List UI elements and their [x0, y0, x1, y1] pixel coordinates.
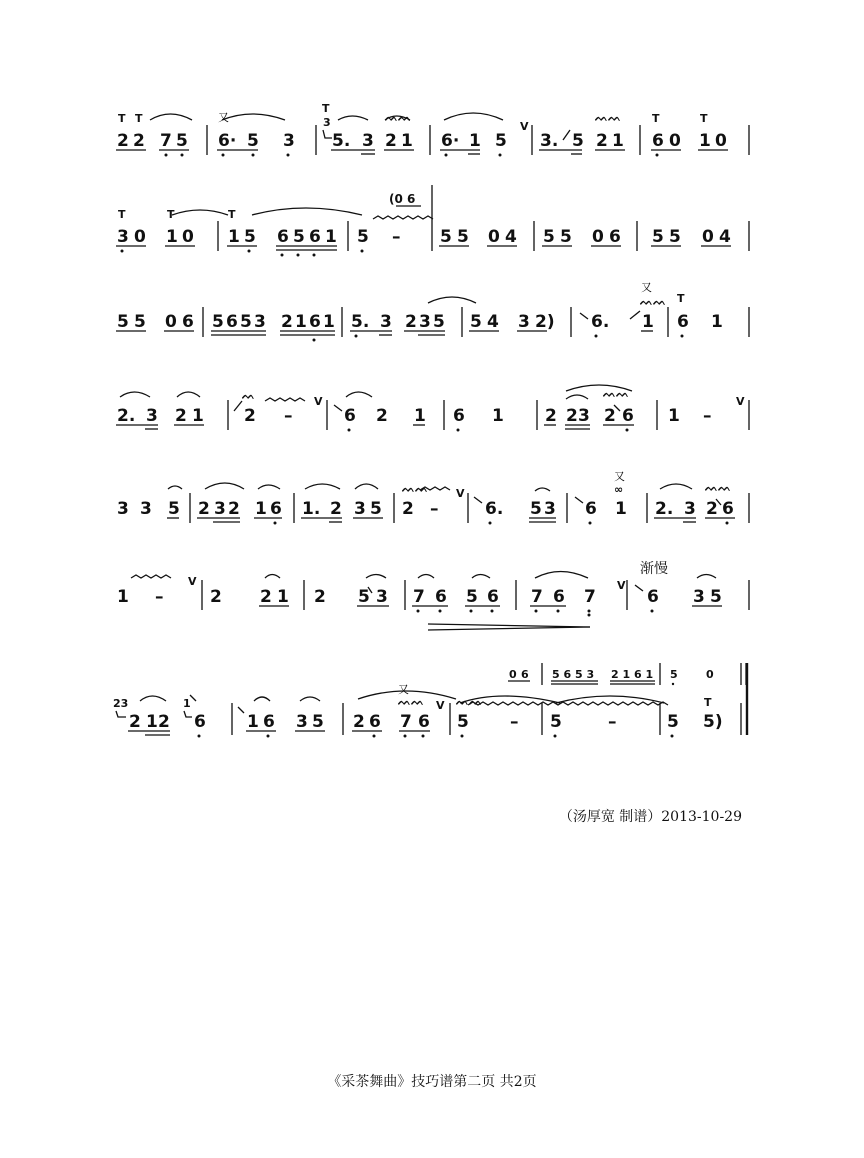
notation-line-3 — [0, 281, 864, 365]
svg-text:又: 又 — [398, 683, 409, 696]
svg-text:V: V — [314, 395, 323, 408]
svg-text:1: 1 — [247, 712, 259, 732]
svg-text:7: 7 — [400, 712, 412, 732]
svg-text:0: 0 — [509, 668, 517, 681]
svg-text:5: 5 — [652, 227, 664, 247]
svg-text:1: 1 — [325, 227, 337, 247]
svg-text:5: 5 — [168, 499, 180, 519]
notation-line-1 — [0, 100, 864, 180]
notation-line-6 — [0, 555, 864, 635]
svg-text:5: 5 — [176, 131, 188, 151]
svg-text:–: – — [510, 712, 519, 732]
svg-text:6: 6 — [585, 499, 597, 519]
svg-text:2: 2 — [596, 131, 608, 151]
svg-text:6·: 6· — [441, 131, 460, 151]
score-line-7 — [0, 655, 864, 735]
svg-text:5: 5 — [358, 587, 370, 607]
svg-text:6: 6 — [453, 406, 465, 426]
svg-text:ᨓ: ᨓ — [242, 389, 256, 402]
svg-text:5: 5 — [457, 227, 469, 247]
svg-text:–: – — [284, 406, 293, 426]
svg-text:3: 3 — [376, 587, 388, 607]
svg-text:2: 2 — [330, 499, 342, 519]
svg-text:–: – — [155, 587, 164, 607]
svg-text:0: 0 — [165, 312, 177, 332]
svg-text:2: 2 — [706, 499, 718, 519]
svg-text:5: 5 — [670, 668, 678, 681]
svg-text:6: 6 — [344, 406, 356, 426]
svg-text:3: 3 — [146, 406, 158, 426]
svg-text:–: – — [392, 227, 401, 247]
svg-text:6: 6 — [647, 587, 659, 607]
svg-text:1: 1 — [414, 406, 426, 426]
svg-text:5: 5 — [667, 712, 679, 732]
svg-text:2: 2 — [545, 406, 557, 426]
svg-text:5: 5 — [710, 587, 722, 607]
svg-text:7: 7 — [584, 587, 596, 607]
svg-text:5: 5 — [244, 227, 256, 247]
svg-text:0: 0 — [702, 227, 714, 247]
svg-text:6: 6 — [622, 406, 634, 426]
svg-text:1: 1 — [117, 587, 129, 607]
svg-text:V: V — [736, 395, 745, 408]
svg-text:6: 6 — [553, 587, 565, 607]
svg-text:7: 7 — [160, 131, 172, 151]
notation-line-7 — [0, 655, 864, 735]
svg-text:6: 6 — [309, 227, 321, 247]
svg-text:V: V — [520, 120, 529, 133]
svg-text:6.: 6. — [485, 499, 504, 519]
svg-text:5: 5 — [669, 227, 681, 247]
svg-text:又: 又 — [218, 111, 229, 124]
svg-text:5: 5 — [212, 312, 224, 332]
score-line-3 — [0, 281, 864, 365]
svg-text:(0 6: (0 6 — [389, 192, 416, 206]
svg-text:V: V — [188, 575, 197, 588]
svg-text:2: 2 — [405, 312, 417, 332]
svg-text:–: – — [703, 406, 712, 426]
svg-text:5.: 5. — [351, 312, 370, 332]
svg-text:1: 1 — [277, 587, 289, 607]
svg-text:5: 5 — [440, 227, 452, 247]
svg-text:5: 5 — [530, 499, 542, 519]
svg-text:3: 3 — [684, 499, 696, 519]
svg-text:6: 6 — [277, 227, 289, 247]
svg-text:2: 2 — [129, 712, 141, 732]
svg-text:2: 2 — [353, 712, 365, 732]
svg-text:1: 1 — [166, 227, 178, 247]
svg-text:2: 2 — [117, 131, 129, 151]
svg-text:2: 2 — [376, 406, 388, 426]
svg-text:3: 3 — [117, 499, 129, 519]
svg-text:5: 5 — [560, 227, 572, 247]
svg-text:1: 1 — [642, 312, 654, 332]
score-line-6 — [0, 555, 864, 635]
svg-text:2: 2 — [402, 499, 414, 519]
svg-text:3: 3 — [380, 312, 392, 332]
svg-text:1: 1 — [612, 131, 624, 151]
svg-text:0: 0 — [669, 131, 681, 151]
svg-text:6: 6 — [226, 312, 238, 332]
svg-text:6: 6 — [487, 587, 499, 607]
svg-text:5: 5 — [433, 312, 445, 332]
svg-text:5: 5 — [470, 312, 482, 332]
svg-text:6: 6 — [722, 499, 734, 519]
svg-text:23: 23 — [113, 697, 129, 710]
svg-text:7: 7 — [413, 587, 425, 607]
svg-text:1: 1 — [492, 406, 504, 426]
svg-text:∞: ∞ — [614, 483, 624, 496]
svg-text:ᨓᨓ: ᨓᨓ — [595, 111, 622, 124]
svg-text:6: 6 — [609, 227, 621, 247]
svg-text:3: 3 — [578, 406, 590, 426]
svg-text:6: 6 — [521, 668, 529, 681]
svg-text:2: 2 — [228, 499, 240, 519]
svg-text:1: 1 — [255, 499, 267, 519]
svg-text:3: 3 — [296, 712, 308, 732]
svg-text:2 1 6 1: 2 1 6 1 — [611, 668, 654, 681]
svg-text:1: 1 — [469, 131, 481, 151]
svg-text:T: T — [322, 102, 330, 115]
svg-text:4: 4 — [487, 312, 499, 332]
svg-text:0: 0 — [182, 227, 194, 247]
svg-text:3: 3 — [140, 499, 152, 519]
svg-text:2: 2 — [198, 499, 210, 519]
svg-text:7: 7 — [531, 587, 543, 607]
svg-text:5 6 5 3: 5 6 5 3 — [552, 668, 595, 681]
svg-text:2: 2 — [175, 406, 187, 426]
svg-text:5): 5) — [703, 712, 723, 732]
svg-text:1.: 1. — [302, 499, 321, 519]
svg-text:又: 又 — [614, 470, 625, 483]
svg-text:3: 3 — [283, 131, 295, 151]
svg-text:3: 3 — [419, 312, 431, 332]
svg-text:6: 6 — [418, 712, 430, 732]
svg-text:6: 6 — [263, 712, 275, 732]
svg-text:2: 2 — [604, 406, 616, 426]
svg-text:2: 2 — [244, 406, 256, 426]
svg-text:6: 6 — [270, 499, 282, 519]
svg-text:5: 5 — [293, 227, 305, 247]
svg-text:T: T — [135, 112, 143, 125]
svg-text:2: 2 — [133, 131, 145, 151]
svg-text:6: 6 — [369, 712, 381, 732]
svg-text:3: 3 — [214, 499, 226, 519]
svg-text:又: 又 — [641, 281, 652, 294]
svg-text:2): 2) — [535, 312, 555, 332]
svg-text:6·: 6· — [218, 131, 237, 151]
svg-text:5: 5 — [457, 712, 469, 732]
svg-text:3: 3 — [544, 499, 556, 519]
svg-text:ᨓᨓ: ᨓᨓ — [705, 481, 732, 494]
svg-text:3: 3 — [254, 312, 266, 332]
notation-line-2 — [0, 192, 864, 275]
svg-text:3: 3 — [354, 499, 366, 519]
svg-text:5: 5 — [357, 227, 369, 247]
svg-text:6: 6 — [677, 312, 689, 332]
svg-text:1: 1 — [228, 227, 240, 247]
svg-text:1: 1 — [183, 697, 191, 710]
svg-text:ᨓᨓ: ᨓᨓ — [402, 482, 429, 495]
svg-text:5: 5 — [466, 587, 478, 607]
page-footer: 《采茶舞曲》技巧谱第二页 共2页 — [327, 1074, 537, 1090]
svg-text:4: 4 — [719, 227, 731, 247]
svg-text:1: 1 — [699, 131, 711, 151]
svg-text:2.: 2. — [117, 406, 136, 426]
svg-text:5: 5 — [240, 312, 252, 332]
svg-text:ᨓᨓ: ᨓᨓ — [385, 111, 412, 124]
notation-line-5 — [0, 467, 864, 547]
svg-text:1: 1 — [192, 406, 204, 426]
score-line-1 — [0, 100, 864, 180]
tempo-marking: 渐慢 — [640, 561, 668, 577]
svg-text:5: 5 — [495, 131, 507, 151]
svg-text:ᨓᨓ: ᨓᨓ — [603, 387, 630, 400]
svg-text:2: 2 — [314, 587, 326, 607]
svg-text:5: 5 — [117, 312, 129, 332]
svg-text:ᨓᨓ: ᨓᨓ — [398, 695, 425, 708]
svg-text:5: 5 — [572, 131, 584, 151]
score-line-4 — [0, 375, 864, 455]
svg-text:3: 3 — [518, 312, 530, 332]
svg-text:1: 1 — [146, 712, 158, 732]
score-line-2 — [0, 192, 864, 275]
svg-text:T: T — [652, 112, 660, 125]
svg-text:3: 3 — [323, 116, 331, 129]
svg-text:1: 1 — [295, 312, 307, 332]
svg-text:1: 1 — [711, 312, 723, 332]
svg-text:2.: 2. — [655, 499, 674, 519]
score-credit: （汤厚宽 制谱）2013-10-29 — [558, 809, 742, 825]
svg-text:V: V — [436, 699, 445, 712]
svg-text:2: 2 — [281, 312, 293, 332]
svg-text:2: 2 — [385, 131, 397, 151]
svg-text:0: 0 — [488, 227, 500, 247]
svg-text:3: 3 — [117, 227, 129, 247]
score-line-5 — [0, 467, 864, 547]
svg-text:2: 2 — [158, 712, 170, 732]
svg-text:6: 6 — [309, 312, 321, 332]
svg-text:5: 5 — [312, 712, 324, 732]
svg-text:T: T — [704, 696, 712, 709]
svg-text:2: 2 — [566, 406, 578, 426]
svg-text:V: V — [456, 487, 465, 500]
svg-text:–: – — [430, 499, 439, 519]
svg-text:5: 5 — [134, 312, 146, 332]
svg-text:6: 6 — [435, 587, 447, 607]
svg-text:0: 0 — [715, 131, 727, 151]
svg-text:1: 1 — [401, 131, 413, 151]
svg-text:2: 2 — [210, 587, 222, 607]
svg-text:0: 0 — [592, 227, 604, 247]
svg-text:6: 6 — [194, 712, 206, 732]
svg-text:5: 5 — [543, 227, 555, 247]
svg-text:T: T — [167, 208, 175, 221]
svg-text:3: 3 — [362, 131, 374, 151]
svg-text:5: 5 — [370, 499, 382, 519]
svg-text:ᨓᨓ: ᨓᨓ — [640, 295, 667, 308]
svg-text:0: 0 — [134, 227, 146, 247]
svg-text:T: T — [700, 112, 708, 125]
svg-text:6: 6 — [182, 312, 194, 332]
svg-text:5: 5 — [550, 712, 562, 732]
svg-text:T: T — [677, 292, 685, 305]
svg-text:1: 1 — [615, 499, 627, 519]
svg-text:0: 0 — [706, 668, 714, 681]
svg-text:6: 6 — [652, 131, 664, 151]
svg-text:1: 1 — [323, 312, 335, 332]
svg-text:2: 2 — [260, 587, 272, 607]
svg-text:T: T — [228, 208, 236, 221]
svg-text:3: 3 — [693, 587, 705, 607]
notation-line-4 — [0, 375, 864, 455]
svg-text:5: 5 — [247, 131, 259, 151]
svg-text:ᨓᨓ: ᨓᨓ — [456, 695, 483, 708]
svg-text:–: – — [608, 712, 617, 732]
svg-text:T: T — [118, 112, 126, 125]
svg-text:6.: 6. — [591, 312, 610, 332]
svg-text:5.: 5. — [332, 131, 351, 151]
svg-text:3.: 3. — [540, 131, 559, 151]
svg-text:V: V — [617, 579, 626, 592]
svg-text:T: T — [118, 208, 126, 221]
svg-text:1: 1 — [668, 406, 680, 426]
svg-text:4: 4 — [505, 227, 517, 247]
